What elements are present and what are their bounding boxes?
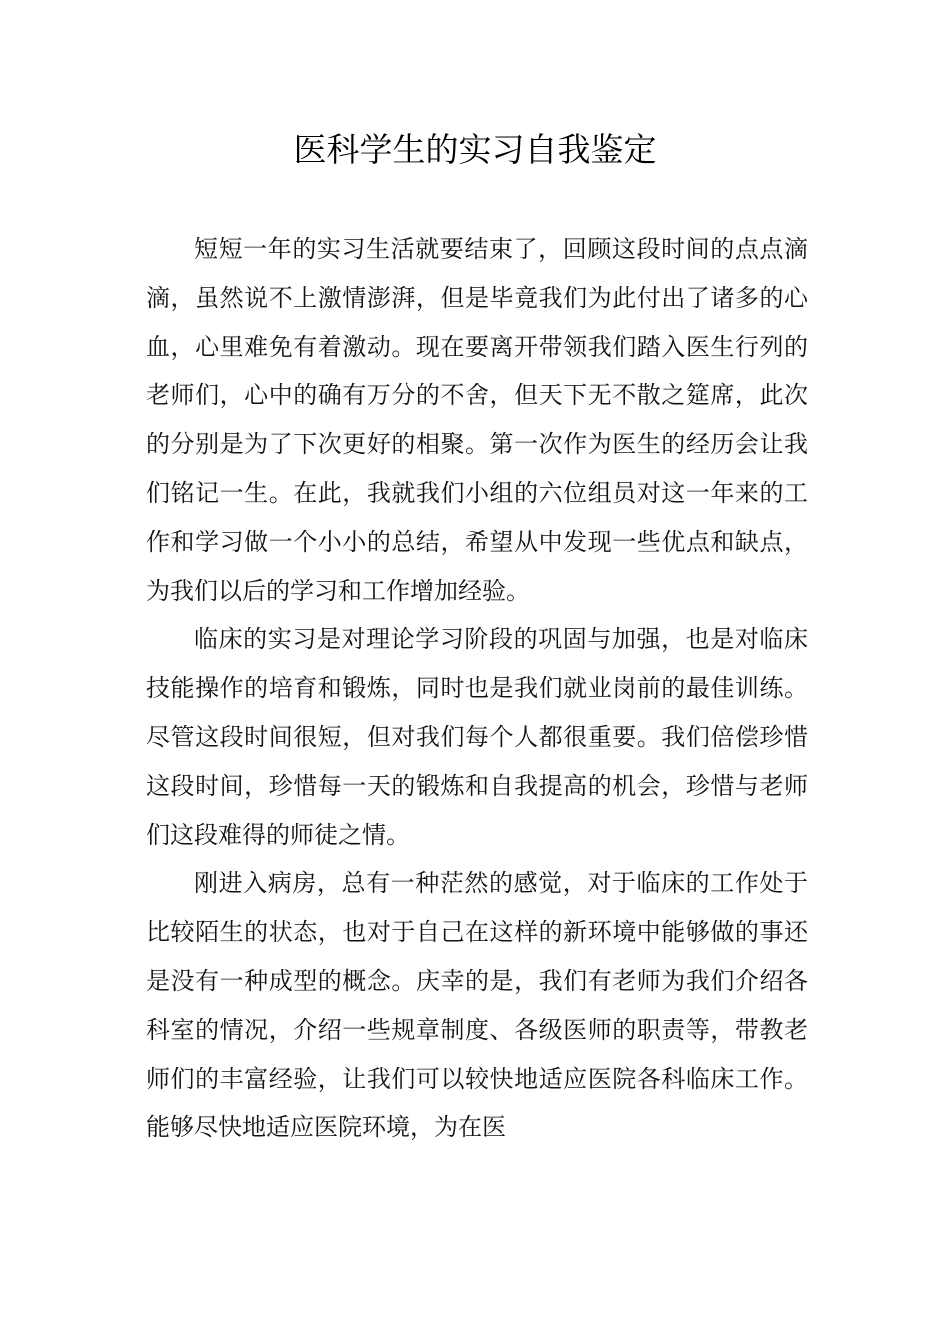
paragraph-3: 刚进入病房，总有一种茫然的感觉，对于临床的工作处于比较陌生的状态，也对于自己在这样的新环境中能够做的事还是没有一种成型的概念。庆幸的是，我们有老师为我们介绍各科室的情况，介绍一些规章制度、各级医师的职责等，带教老师们的丰富经验，让我们可以较快地适应医院各科临床工作。能够尽快地适应医院环境，为在医 bbox=[146, 869, 808, 1142]
document-body bbox=[146, 225, 808, 1152]
paragraph-2: 临床的实习是对理论学习阶段的巩固与加强，也是对临床技能操作的培育和锻炼，同时也是我们就业岗前的最佳训练。尽管这段时间很短，但对我们每个人都很重要。我们倍偿珍惜这段时间，珍惜每一天的锻炼和自我提高的机会，珍惜与老师们这段难得的师徒之情。 bbox=[146, 625, 808, 849]
document-title: 医科学生的实习自我鉴定 bbox=[293, 130, 657, 169]
paragraph-1: 短短一年的实习生活就要结束了，回顾这段时间的点点滴滴，虽然说不上激情澎湃，但是毕竟我们为此付出了诸多的心血，心里难免有着激动。现在要离开带领我们踏入医生行列的老师们，心中的确有万分的不舍，但天下无不散之筵席，此次的分别是为了下次更好的相聚。第一次作为医生的经历会让我们铭记一生。在此，我就我们小组的六位组员对这一年来的工作和学习做一个小小的总结，希望从中发现一些优点和缺点，为我们以后的学习和工作增加经验。 bbox=[146, 235, 808, 605]
